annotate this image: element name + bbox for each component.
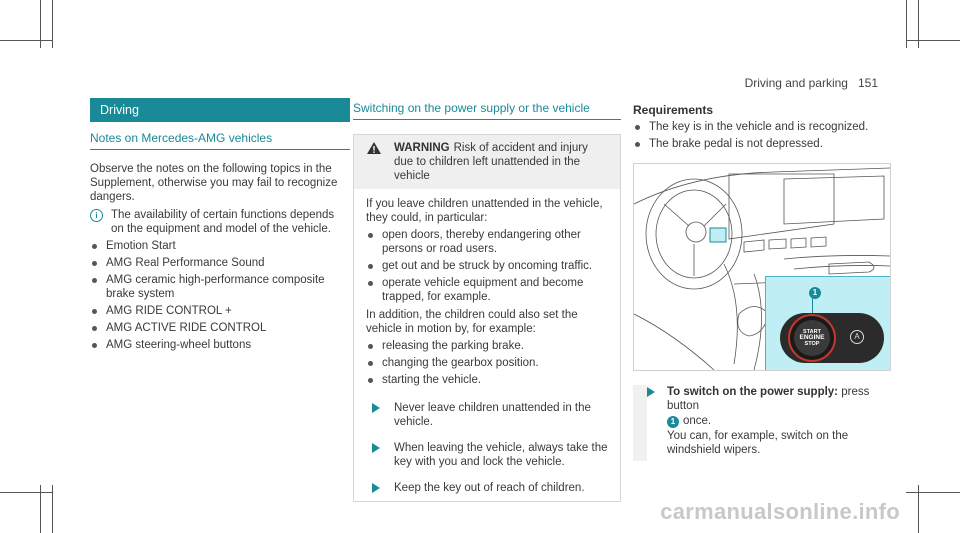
list-item: changing the gearbox position.	[366, 356, 608, 370]
intro-text: Observe the notes on the following topics in the Supplement, otherwise you may fail to recognize dangers.	[90, 163, 338, 203]
crop-mark	[0, 40, 52, 41]
column-1	[90, 98, 350, 355]
requirements-list	[633, 120, 891, 151]
action-para: You can, for example, switch on the windshield wipers.	[667, 430, 849, 456]
action-step	[366, 401, 608, 429]
action-arrow-icon	[372, 483, 380, 493]
list-item: operate vehicle equipment and become trapped, for example.	[366, 276, 608, 304]
list-item: AMG steering-wheel buttons	[90, 338, 350, 352]
risk-list-2	[366, 339, 608, 387]
warning-triangle-icon	[366, 141, 394, 183]
auto-start-stop-icon: A	[850, 330, 864, 344]
action-rest: press button	[667, 386, 870, 412]
info-note	[90, 208, 350, 236]
list-item: AMG ACTIVE RIDE CONTROL	[90, 321, 350, 335]
warning-word: WARNING	[394, 142, 450, 154]
watermark: carmanualsonline.info	[660, 499, 900, 524]
button-label-engine: ENGINE	[799, 334, 825, 341]
action-rest2: once.	[683, 415, 712, 427]
callout-number: 1	[667, 416, 679, 428]
start-engine-stop-button	[788, 314, 836, 362]
list-item: AMG ceramic high-performance composite brake system	[90, 273, 350, 301]
action-arrow-icon	[372, 403, 380, 413]
warning-box	[353, 134, 621, 502]
callout-number: 1	[809, 287, 821, 299]
action-arrow-icon	[372, 443, 380, 453]
button-label-start: START	[803, 329, 821, 335]
list-item: releasing the parking brake.	[366, 339, 608, 353]
column-3	[633, 103, 891, 461]
note-text: The availability of certain functions depends on the equipment and model of the vehicle.	[111, 209, 335, 235]
crop-mark	[906, 40, 960, 41]
action-text: Never leave children unattended in the vehicle.	[394, 402, 591, 428]
action-step	[647, 385, 891, 413]
button-label-stop: STOP	[804, 341, 820, 347]
page-number: 151	[857, 76, 878, 90]
crop-mark	[0, 492, 52, 493]
risk-list-1	[366, 228, 608, 304]
warning-header	[354, 135, 620, 189]
list-item: Emotion Start	[90, 239, 350, 253]
list-item: starting the vehicle.	[366, 373, 608, 387]
requirements-title: Requirements	[633, 103, 714, 117]
action-instruction	[633, 385, 891, 461]
warning-text: Risk of accident and injury due to children left unattended in the vehicle	[394, 142, 588, 182]
subheading-amg-notes: Notes on Mercedes-AMG vehicles	[90, 131, 350, 150]
start-button-inset	[765, 276, 891, 371]
action-text: When leaving the vehicle, always take the key with you and lock the vehicle.	[394, 442, 608, 468]
list-item: The brake pedal is not depressed.	[633, 137, 891, 151]
section-bar: Driving	[90, 98, 350, 122]
warning-body	[354, 189, 620, 501]
list-item: get out and be struck by oncoming traffic.	[366, 259, 608, 273]
list-item: AMG Real Performance Sound	[90, 256, 350, 270]
amg-topics-list	[90, 239, 350, 352]
header-section: Driving and parking	[744, 76, 848, 90]
action-bold: To switch on the power supply:	[667, 386, 839, 398]
action-text: Keep the key out of reach of children.	[394, 482, 585, 494]
list-item: The key is in the vehicle and is recognized.	[633, 120, 891, 134]
info-icon: i	[90, 209, 103, 222]
running-header	[745, 76, 878, 90]
list-item: open doors, thereby endangering other persons or road users.	[366, 228, 608, 256]
warning-para: If you leave children unattended in the vehicle, they could, in particular:	[366, 198, 603, 224]
column-2	[353, 101, 621, 502]
crop-mark	[52, 0, 53, 48]
cockpit-illustration	[633, 163, 891, 371]
crop-mark	[906, 492, 960, 493]
crop-mark	[52, 485, 53, 533]
action-step	[366, 481, 608, 495]
action-step	[366, 441, 608, 469]
subheading-power-supply: Switching on the power supply or the vehicle	[353, 101, 621, 120]
action-arrow-icon	[647, 387, 655, 397]
warning-para: In addition, the children could also set the vehicle in motion by, for example:	[366, 309, 578, 335]
list-item: AMG RIDE CONTROL +	[90, 304, 350, 318]
action-continued	[647, 414, 891, 428]
